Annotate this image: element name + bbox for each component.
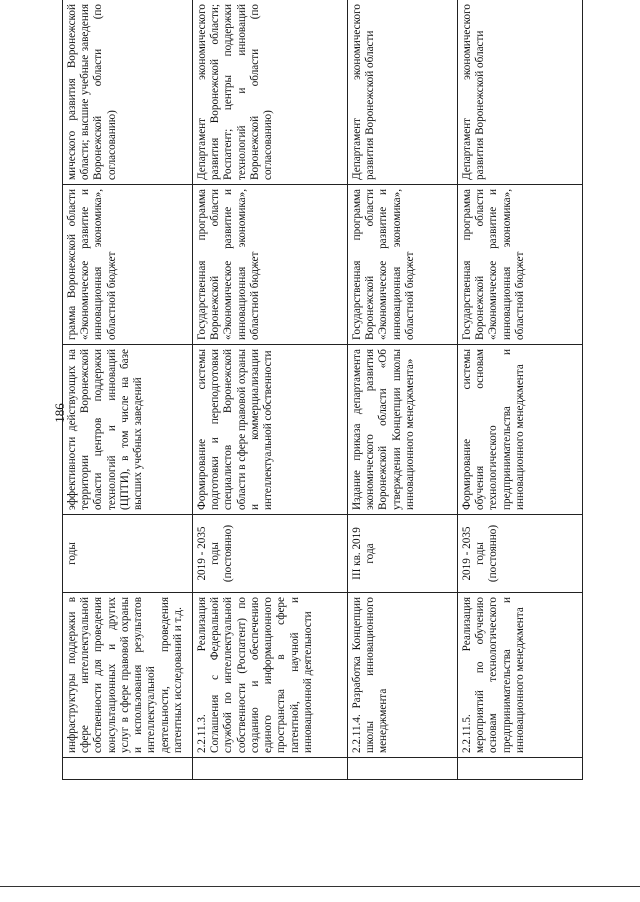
cell-activity: 2.2.11.5. Реализация мероприятий по обучению основам технологического предпринимательства и инновационного менеджмента (458, 593, 583, 758)
bottom-rule (0, 886, 640, 887)
cell-responsible: Департамент экономического развития Воронежской области; Роспатент; центры поддержки технологий и инноваций Воронежской области (по согласованию) (193, 0, 348, 185)
table-row (63, 0, 193, 780)
cell-result: эффективности действующих на территории Воронежской области центров поддержки технологий и инноваций (ЦПТИ), в том числе на базе высших учебных заведений (63, 345, 193, 515)
cell-result: Формирование системы обучения основам технологического предпринимательства и инновационного менеджмента (458, 345, 583, 515)
table-row (193, 0, 348, 780)
cell-activity: 2.2.11.4. Разработка Концепции школы инновационного менеджмента (348, 593, 458, 758)
table-row (458, 0, 583, 780)
cell-responsible: Департамент экономического развития Воронежской области (458, 0, 583, 185)
cell-source: Государственная программа Воронежской области «Экономическое развитие и инновационная экономика», областной бюджет (193, 185, 348, 345)
cell-num (63, 758, 193, 780)
table-row (348, 0, 458, 780)
page-number: 186 (52, 403, 67, 423)
cell-period: 2019 - 2035 годы (постоянно) (193, 515, 348, 593)
cell-activity: инфраструктуры поддержки в сфере интеллектуальной собственности для проведения консультационных и других услуг в сфере правовой охраны и использования результатов интеллектуальной деятельности, проведения патентных исследований и т.д. (63, 593, 193, 758)
rotated-table (62, 0, 582, 780)
table-container (62, 0, 582, 840)
measures-table (62, 0, 583, 780)
cell-num (193, 758, 348, 780)
cell-source: грамма Воронежской области «Экономическое развитие и инновационная экономика», областной бюджет (63, 185, 193, 345)
cell-result: Издание приказа департамента экономического развития Воронежской области «Об утверждении Концепции школы инновационного менеджмента» (348, 345, 458, 515)
cell-activity: 2.2.11.3. Реализация Соглашения с Федеральной службой по интеллектуальной собственности (Роспатент) по созданию и обеспечению единого информационного пространства в сфере патентной, научной и инновационной деятельности (193, 593, 348, 758)
cell-period: годы (63, 515, 193, 593)
cell-source: Государственная программа Воронежской области «Экономическое развитие и инновационная экономика», областной бюджет (348, 185, 458, 345)
cell-responsible: Департамент экономического развития Воронежской области (348, 0, 458, 185)
cell-period: 2019 - 2035 годы (постоянно) (458, 515, 583, 593)
cell-period: III кв. 2019 года (348, 515, 458, 593)
cell-num (458, 758, 583, 780)
cell-num (348, 758, 458, 780)
cell-responsible: мического развития Воронежской области; высшие учебные заведения Воронежской области (по согласованию) (63, 0, 193, 185)
cell-source: Государственная программа Воронежской области «Экономическое развитие и инновационная экономика», областной бюджет (458, 185, 583, 345)
cell-result: Формирование системы подготовки и переподготовки специалистов Воронежской области в сфере правовой охраны и коммерциализации интеллектуальной собственности (193, 345, 348, 515)
